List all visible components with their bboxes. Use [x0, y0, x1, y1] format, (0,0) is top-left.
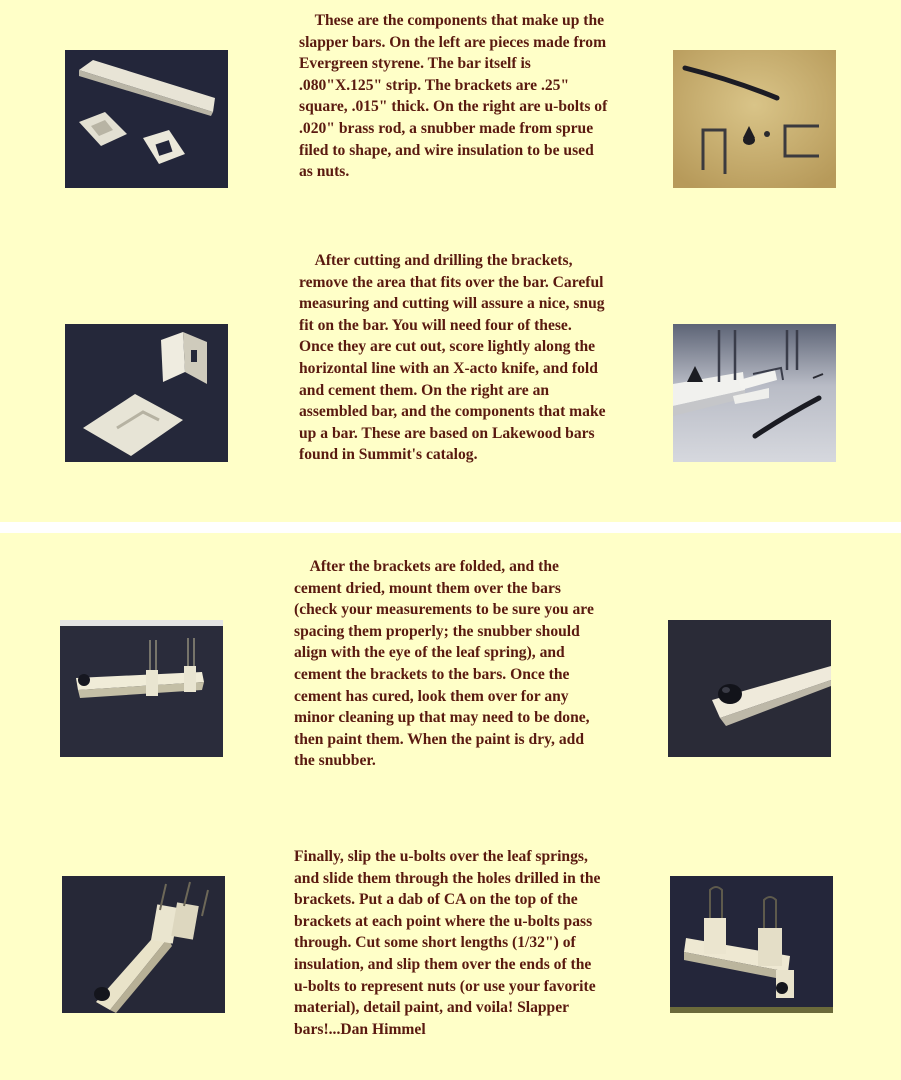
section-3-paragraph: After the brackets are folded, and the cement dried, mount them over the bars (check your measurements to be sure you are spacing them properly; the snubber should align with the eye of the leaf spring), and cement the brackets to the bars. Once the cement has cured, look them over for any minor cleaning up that may need to be done, then paint them. When the paint is dry, add the snubber. [294, 558, 594, 770]
styrene-bar-and-brackets-photo [65, 50, 228, 188]
section-2-paragraph: After cutting and drilling the brackets, remove the area that fits over the bar. Careful measuring and cutting will assure a nice, snug fit on the bar. You will need four of these. Once they are cut out, score lightly along the horizontal line with an X-acto knife, and fold and cement them. On the right are an assembled bar, and the components that make up a bar. These are based on Lakewood bars found in Summit's catalog. [299, 252, 606, 464]
section-4-paragraph: Finally, slip the u-bolts over the leaf springs, and slide them through the holes drilled in the brackets. Put a dab of CA on the top of the brackets at each point where the u-bolts pass through. Cut some short lengths (1/32") of insulation, and slip them over the ends of the u-bolts to represent nuts (or use your favorite material), detail paint, and voila! Slapper bars!...Dan Himmel [294, 848, 601, 1038]
finished-bar-left-photo [62, 876, 225, 1013]
ubolts-and-snubber-photo [673, 50, 836, 188]
finished-bar-right-photo [670, 876, 833, 1013]
bar-with-brackets-photo [60, 620, 223, 757]
assembled-bar-and-components-photo [673, 324, 836, 462]
section-1-paragraph: These are the components that make up the slapper bars. On the left are pieces made from Evergreen styrene. The bar itself is .080"X.125" strip. The brackets are .25" square, .015" thick. On the right are u-bolts of .020" brass rod, a snubber made from sprue filed to shape, and wire insulation to be used as nuts. [299, 12, 608, 181]
bar-with-snubber-photo [668, 620, 831, 757]
cut-brackets-photo [65, 324, 228, 462]
